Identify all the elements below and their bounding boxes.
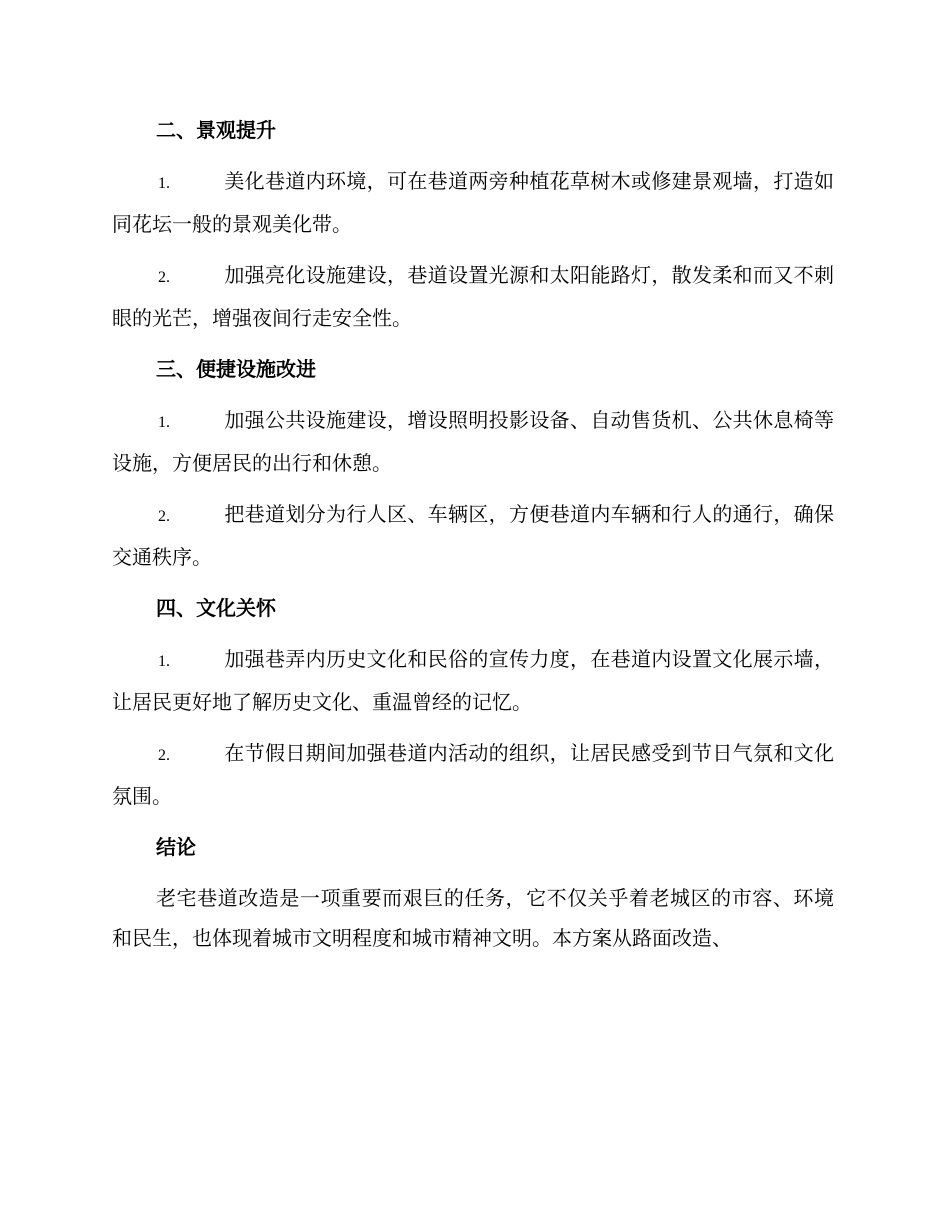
section-heading: 二、景观提升 [156, 118, 276, 142]
item-number: 2. [158, 269, 170, 286]
list-item [112, 400, 834, 483]
section-landscape [112, 110, 834, 338]
section-heading: 结论 [156, 835, 196, 859]
list-item [112, 494, 834, 577]
item-number: 2. [158, 747, 170, 764]
section-heading: 四、文化关怀 [156, 596, 276, 620]
item-number: 1. [158, 414, 170, 431]
item-text: 美化巷道内环境，可在巷道两旁种植花草树木或修建景观墙，打造如同花坛一般的景观美化带。 [112, 169, 834, 236]
list-item [112, 161, 834, 244]
conclusion-paragraph: 老宅巷道改造是一项重要而艰巨的任务，它不仅关乎着老城区的市容、环境和民生，也体现着城市文明程度和城市精神文明。本方案从路面改造、 [112, 886, 834, 950]
item-number: 1. [158, 653, 170, 670]
section-conclusion [112, 827, 834, 958]
item-text: 把巷道划分为行人区、车辆区，方便巷道内车辆和行人的通行，确保交通秩序。 [112, 502, 834, 569]
item-number: 1. [158, 175, 170, 192]
list-item [112, 733, 834, 816]
document-body [112, 110, 834, 958]
section-facilities [112, 349, 834, 577]
item-text: 加强公共设施建设，增设照明投影设备、自动售货机、公共休息椅等设施，方便居民的出行和休憩。 [112, 408, 834, 475]
item-text: 在节假日期间加强巷道内活动的组织，让居民感受到节日气氛和文化氛围。 [112, 741, 834, 808]
section-culture [112, 588, 834, 816]
item-text: 加强亮化设施建设，巷道设置光源和太阳能路灯，散发柔和而又不刺眼的光芒，增强夜间行走安全性。 [112, 263, 834, 330]
item-text: 加强巷弄内历史文化和民俗的宣传力度，在巷道内设置文化展示墙，让居民更好地了解历史文化、重温曾经的记忆。 [112, 647, 834, 714]
list-item [112, 255, 834, 338]
section-heading: 三、便捷设施改进 [156, 357, 316, 381]
item-number: 2. [158, 508, 170, 525]
list-item [112, 639, 834, 722]
